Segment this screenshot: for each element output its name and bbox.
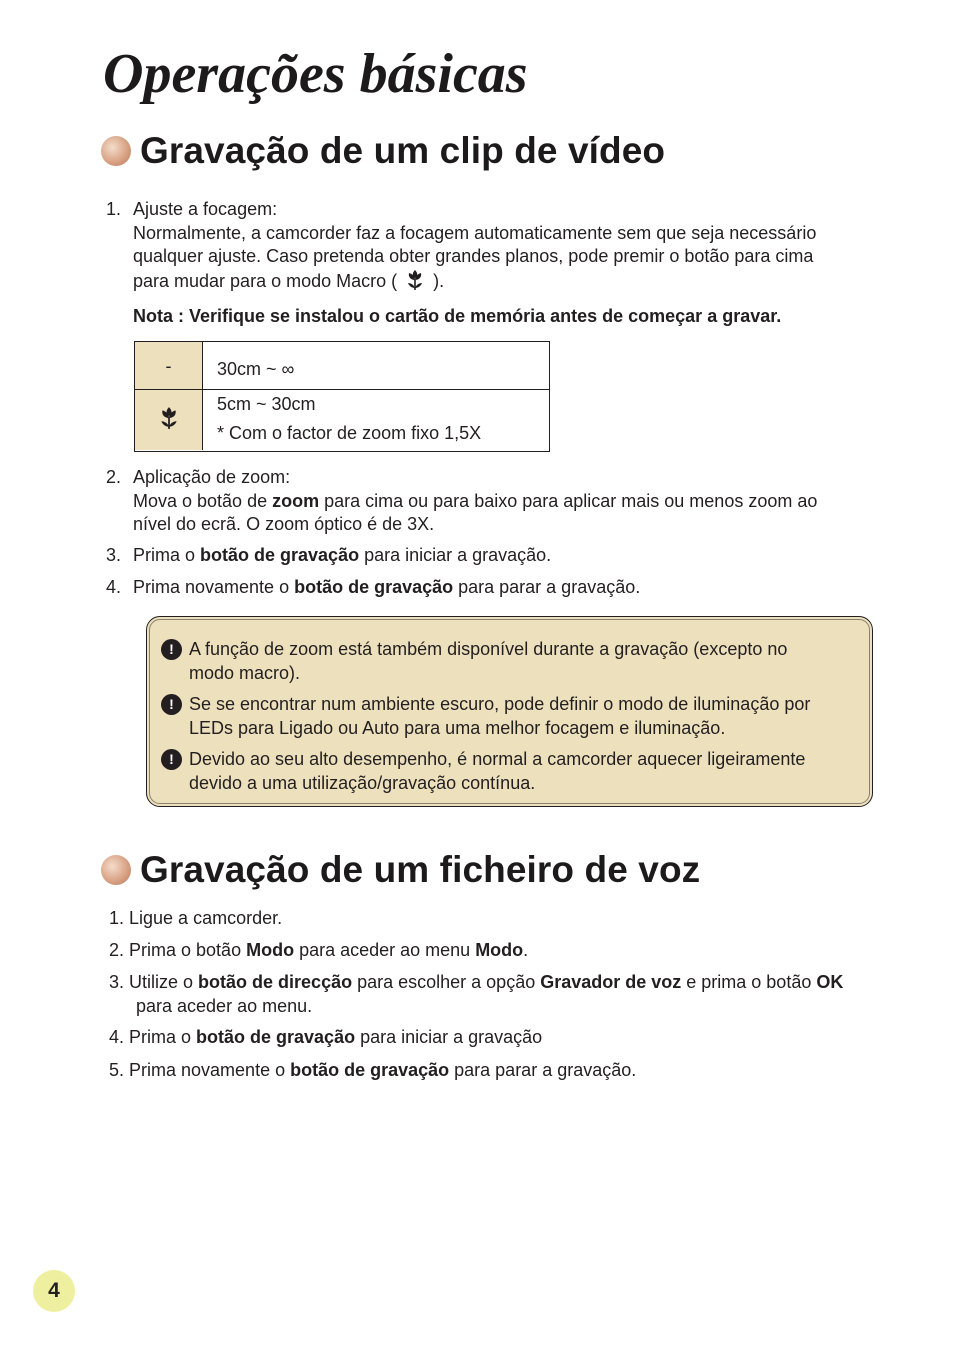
step-3 — [106, 544, 886, 568]
voice-step-3 — [109, 971, 909, 1018]
macro-flower-icon — [405, 269, 425, 298]
exclamation-icon: ! — [161, 694, 182, 715]
step-text: Mova o botão de zoom para cima ou para baixo para aplicar mais ou menos zoom ao — [133, 490, 818, 511]
table-row — [135, 390, 549, 450]
step-1 — [106, 198, 886, 329]
step-text: 4. Prima o botão de gravação para iniciar a gravação — [109, 1027, 543, 1047]
step-title: Ajuste a focagem: — [133, 199, 278, 219]
voice-step-2 — [109, 939, 909, 963]
step-text-part: para mudar para o modo Macro ( — [133, 270, 398, 291]
step-text: Prima o botão de gravação para iniciar a gravação. — [133, 545, 552, 565]
range-value: 30cm ~ ∞ — [217, 359, 295, 379]
step-text: Prima novamente o botão de gravação para parar a gravação. — [133, 577, 641, 597]
step-text: 2. Prima o botão Modo para aceder ao menu Modo. — [109, 940, 529, 960]
note-text: devido a uma utilização/gravação contínua. — [189, 772, 536, 793]
note-text: modo macro). — [189, 662, 301, 683]
macro-flower-icon — [158, 406, 180, 435]
step-text: 1. Ligue a camcorder. — [109, 908, 283, 928]
step-title: Aplicação de zoom: — [133, 467, 291, 487]
note-text: Devido ao seu alto desempenho, é normal a camcorder aquecer ligeiramente — [189, 749, 806, 769]
section-bullet-icon — [101, 136, 131, 166]
note-text: LEDs para Ligado ou Auto para uma melhor focagem e iluminação. — [189, 717, 726, 738]
section-heading-video — [101, 129, 665, 173]
step-text: 5. Prima novamente o botão de gravação para parar a gravação. — [109, 1060, 637, 1080]
note-text: Se se encontrar num ambiente escuro, pode definir o modo de iluminação por — [189, 694, 811, 714]
section-bullet-icon — [101, 855, 131, 885]
normal-mode-dash: - — [135, 342, 203, 389]
voice-step-1 — [109, 907, 909, 931]
step-text: 3. Utilize o botão de direcção para escolher a opção Gravador de voz e prima o botão OK — [109, 972, 844, 992]
step-2 — [106, 466, 886, 537]
exclamation-icon: ! — [161, 639, 182, 660]
step-text-part: ). — [433, 270, 445, 291]
step-text: para aceder ao menu. — [136, 995, 313, 1016]
step-text: qualquer ajuste. Caso pretenda obter grandes planos, pode premir o botão para cima — [133, 246, 814, 266]
focus-range-table — [134, 341, 550, 452]
page-number: 4 — [33, 1270, 75, 1312]
exclamation-icon: ! — [161, 749, 182, 770]
step-number: 1. — [106, 199, 122, 219]
voice-step-5 — [109, 1059, 909, 1083]
notes-box — [146, 616, 873, 807]
memory-card-note: Nota : Verifique se instalou o cartão de memória antes de começar a gravar. — [133, 306, 782, 326]
step-4 — [106, 576, 886, 600]
step-text: nível do ecrã. O zoom óptico é de 3X. — [133, 514, 435, 534]
zoom-factor-note: * Com o factor de zoom fixo 1,5X — [217, 423, 482, 443]
note-text: A função de zoom está também disponível durante a gravação (excepto no — [189, 639, 788, 659]
table-row — [135, 342, 549, 390]
section-title: Gravação de um ficheiro de voz — [140, 849, 701, 890]
step-number: 4. — [106, 577, 122, 597]
range-value: 5cm ~ 30cm — [217, 394, 316, 414]
section-heading-voice — [101, 848, 700, 892]
step-number: 3. — [106, 545, 122, 565]
section-title: Gravação de um clip de vídeo — [140, 130, 666, 171]
step-text — [133, 269, 886, 298]
voice-step-4 — [109, 1026, 909, 1050]
page-title: Operações básicas — [103, 43, 528, 105]
step-text: Normalmente, a camcorder faz a focagem automaticamente sem que seja necessário — [133, 222, 817, 243]
step-number: 2. — [106, 467, 122, 487]
